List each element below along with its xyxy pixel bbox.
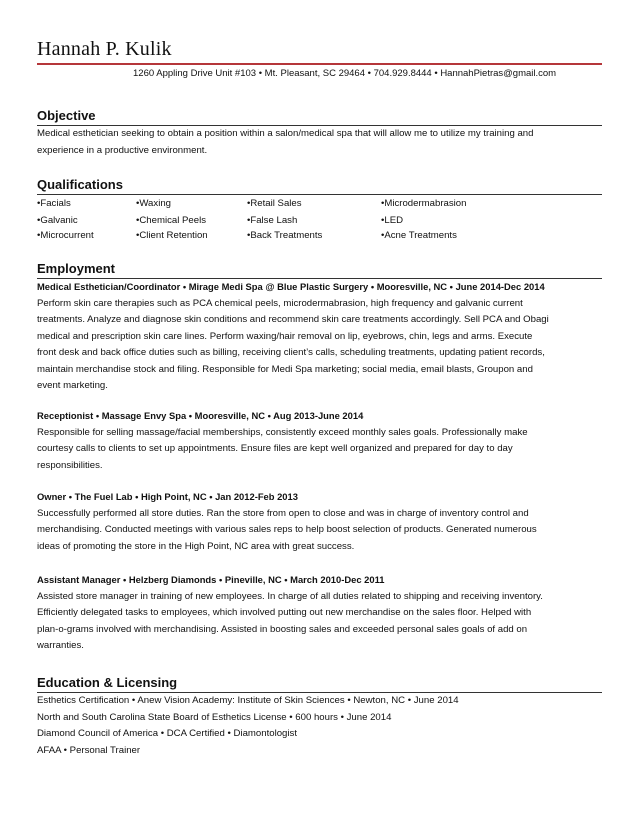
applicant-name: Hannah P. Kulik [37,38,172,60]
header-divider [37,63,602,65]
objective-title: Objective [37,108,96,123]
job-entry [37,489,602,555]
qual-item: •LED [381,215,404,226]
objective-text [37,126,602,159]
contact-info: 1260 Appling Drive Unit #103 • Mt. Pleasant, SC 29464 • 704.929.8444 • HannahPietras@gmail.com [133,68,557,79]
objective-line: Medical esthetician seeking to obtain a position within a salon/medical spa that will allow me to utilize my training and [37,128,534,139]
education-list [37,693,602,759]
qual-item: •Retail Sales [247,198,302,209]
job-heading: Assistant Manager • Helzberg Diamonds • Pineville, NC • March 2010-Dec 2011 [37,574,385,585]
job-line: merchandising. Conducted meetings with various sales reps to help boost selection of products. Generated numerous [37,524,537,535]
job-line: Assisted store manager in training of new employees. In charge of all duties related to shipping and receiving inventory. [37,590,543,602]
job-line: warranties. [37,640,84,651]
education-line: Diamond Council of America • DCA Certified • Diamontologist [37,728,297,739]
qual-item: •Acne Treatments [381,230,457,241]
job-entry [37,408,602,474]
employment-title: Employment [37,261,116,276]
job-entry [37,279,602,395]
job-line: Responsible for selling massage/facial memberships, consistently exceed monthly sales goals. Professionally make [37,426,528,438]
job-entry [37,572,602,655]
job-line: ideas of promoting the store in the High Point, NC area with great success. [37,540,355,552]
qual-item: •Chemical Peels [136,215,207,226]
education-title: Education & Licensing [37,675,178,690]
objective-line: experience in a productive environment. [37,144,208,156]
qual-item: •Microcurrent [37,230,94,241]
qualifications-title: Qualifications [37,177,123,192]
education-line: North and South Carolina State Board of Esthetics License • 600 hours • June 2014 [37,711,392,723]
qual-item: •Client Retention [136,230,208,241]
job-line: event marketing. [37,380,108,391]
job-line: medical and prescription skin care lines. Perform waxing/hair removal on lip, eyebrows, chin, legs and arms. Execute [37,330,533,342]
job-heading: Owner • The Fuel Lab • High Point, NC • Jan 2012-Feb 2013 [37,491,298,502]
job-line: front desk and back office duties such as billing, receiving client’s calls, scheduling treatments, updating patient records, [37,347,545,358]
job-line: maintain merchandise stock and filing. Responsible for Medi Spa marketing; social media, email blasts, Groupon and [37,363,533,375]
job-heading: Receptionist • Massage Envy Spa • Mooresville, NC • Aug 2013-June 2014 [37,410,364,421]
qualifications-divider [37,194,602,195]
qual-item: •Waxing [136,198,171,209]
job-line: plan-o-grams involved with merchandising. Assisted in boosting sales and exceeded personal sales goals of add on [37,623,528,635]
qual-item: •Microdermabrasion [381,198,467,209]
job-line: responsibilities. [37,459,103,471]
job-line: Efficiently delegated tasks to employees, which involved putting out new merchandise on the sales floor. Helped with [37,607,532,618]
job-line: treatments. Analyze and diagnose skin conditions and recommend skin care treatments accordingly. Sell PCA and Obagi [37,314,549,325]
qual-item: •False Lash [247,215,298,226]
qual-item: •Galvanic [37,215,78,226]
job-line: Successfully performed all store duties. Ran the store from open to close and was in charge of inventory control and [37,507,529,519]
qual-item: •Back Treatments [247,230,323,241]
job-line: courtesy calls to clients to set up appointments. Ensure files are kept well organized and prepared for day to day [37,443,513,454]
job-line: Perform skin care therapies such as PCA chemical peels, microdermabrasion, high frequency and galvanic current [37,297,523,309]
education-line: AFAA • Personal Trainer [37,744,141,756]
qual-item: •Facials [37,198,71,209]
job-heading: Medical Esthetician/Coordinator • Mirage Medi Spa @ Blue Plastic Surgery • Mooresville, NC • June 2014-Dec 2014 [37,281,545,292]
education-line: Esthetics Certification • Anew Vision Academy: Institute of Skin Sciences • Newton, NC • June 2014 [37,695,459,706]
